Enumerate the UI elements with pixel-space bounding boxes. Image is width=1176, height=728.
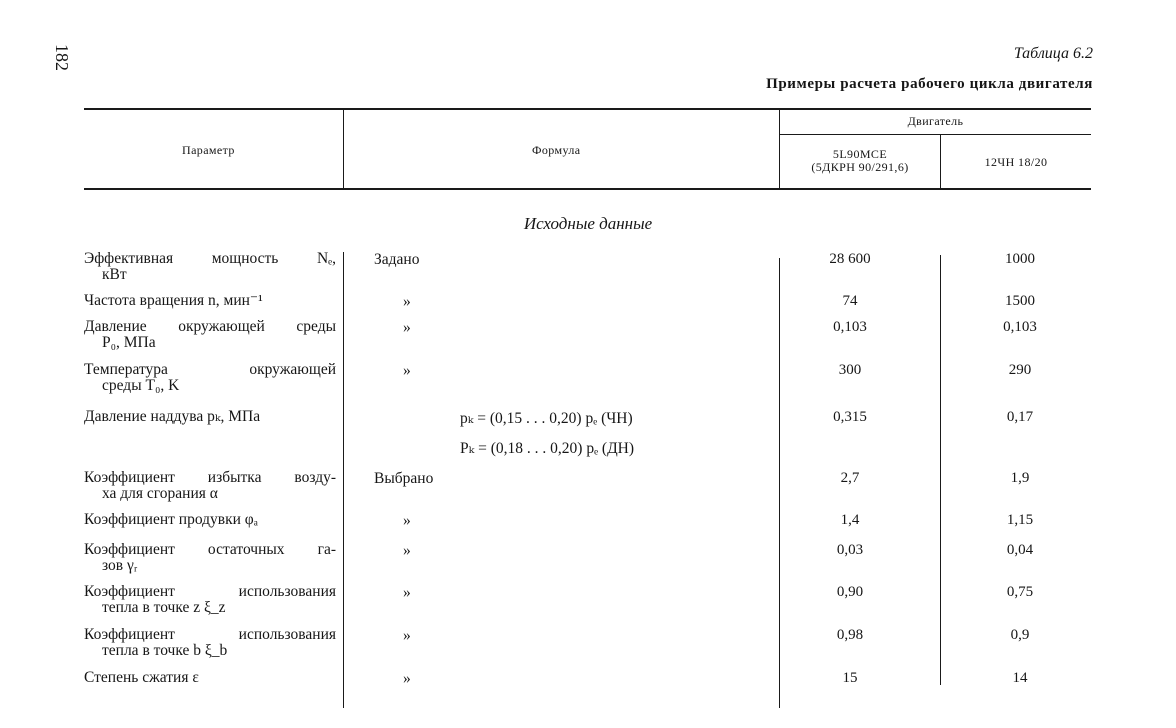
table-row-value-engine1: 0,98 (836, 627, 864, 643)
section-title: Исходные данные (523, 214, 653, 233)
table-row-formula: » (403, 670, 411, 687)
param-line: зов γᵣ (102, 557, 138, 574)
body-divider-engines (940, 255, 941, 685)
table-row-param (84, 409, 336, 425)
table-row-value-engine2: 1500 (1005, 293, 1035, 309)
header-engine1-model: 5L90MCE (832, 147, 888, 161)
param-line: тепла в точке z ξ_z (102, 599, 226, 616)
table-row-value-engine2: 290 (1008, 362, 1032, 378)
param-line: Степень сжатия ε (84, 669, 199, 686)
param-line: Частота вращения n, мин⁻¹ (84, 292, 263, 309)
table-row-formula: » (403, 293, 411, 310)
param-line: Коэффициент использования (84, 583, 336, 600)
table-row-value-engine1: 0,103 (833, 319, 867, 335)
table-row-value-engine2: 1,9 (1010, 470, 1030, 486)
param-line: Давление окружающей среды (84, 318, 336, 335)
table-row-param (84, 319, 336, 351)
table-row-value-engine1: 0,315 (833, 409, 867, 425)
table-row-param (84, 670, 336, 686)
table-row-param (84, 512, 336, 528)
table-row-formula: Задано (374, 251, 420, 268)
body-divider-param (343, 252, 344, 708)
table-row-value-engine2: 0,04 (1006, 542, 1034, 558)
param-line: P₀, МПа (102, 334, 156, 351)
header-engine2-model: 12ЧН 18/20 (984, 155, 1048, 169)
table-row-value-engine2: 0,75 (1006, 584, 1034, 600)
table-row-value-engine1: 74 (842, 293, 858, 309)
table-row-formula-alt: Pₖ = (0,18 . . . 0,20) pₑ (ДН) (460, 440, 635, 457)
table-row-param (84, 251, 336, 283)
param-line: Коэффициент продувки φₐ (84, 511, 258, 528)
param-line: Температура окружающей (84, 361, 336, 378)
table-row-formula: » (403, 319, 411, 336)
header-divider-param (343, 110, 344, 188)
param-line: Эффективная мощность Nₑ, (84, 250, 336, 267)
table-row-param (84, 584, 336, 616)
table-top-rule (84, 108, 1091, 110)
table-row-value-engine1: 0,03 (836, 542, 864, 558)
table-row-value-engine2: 0,17 (1006, 409, 1034, 425)
param-line: Коэффициент использования (84, 626, 336, 643)
page-number: 182 (52, 44, 72, 71)
table-row-value-engine1: 15 (842, 670, 858, 686)
param-line: Коэффициент остаточных га- (84, 541, 336, 558)
table-row-value-engine2: 0,103 (1003, 319, 1037, 335)
table-row-formula: » (403, 542, 411, 559)
table-row-value-engine2: 0,9 (1010, 627, 1030, 643)
table-row-value-engine1: 0,90 (836, 584, 864, 600)
param-line: Давление наддува pₖ, МПа (84, 408, 261, 425)
table-row-value-engine1: 28 600 (829, 251, 871, 267)
table-row-formula: » (403, 512, 411, 529)
engine-header-rule (780, 134, 1091, 135)
table-id: Таблица 6.2 (1013, 45, 1093, 62)
table-row-formula: » (403, 584, 411, 601)
table-row-param (84, 293, 336, 309)
table-row-value-engine2: 14 (1012, 670, 1028, 686)
table-title: Примеры расчета рабочего цикла двигателя (766, 76, 1093, 92)
table-row-value-engine2: 1,15 (1006, 512, 1034, 528)
param-line: среды T₀, K (102, 377, 180, 394)
header-engine: Двигатель (907, 114, 964, 128)
table-row-formula: Выбрано (374, 470, 434, 487)
param-line: ха для сгорания α (102, 485, 218, 502)
header-engine1-designation: (5ДКРН 90/291,6) (811, 160, 909, 174)
header-bottom-rule (84, 188, 1091, 190)
param-line: кВт (102, 266, 127, 283)
table-row-param (84, 627, 336, 659)
table-row-param (84, 542, 336, 574)
table-row-formula: pₖ = (0,15 . . . 0,20) pₑ (ЧН) (460, 410, 633, 427)
body-divider-formula (779, 258, 780, 708)
table-row-formula: » (403, 362, 411, 379)
table-row-param (84, 470, 336, 502)
header-param: Параметр (182, 143, 235, 157)
table-row-value-engine1: 1,4 (840, 512, 860, 528)
table-row-value-engine1: 300 (838, 362, 862, 378)
table-row-value-engine2: 1000 (1005, 251, 1035, 267)
table-row-value-engine1: 2,7 (840, 470, 860, 486)
header-formula: Формула (532, 143, 581, 157)
param-line: тепла в точке b ξ_b (102, 642, 228, 659)
param-line: Коэффициент избытка возду- (84, 469, 336, 486)
table-row-formula: » (403, 627, 411, 644)
table-row-param (84, 362, 336, 394)
